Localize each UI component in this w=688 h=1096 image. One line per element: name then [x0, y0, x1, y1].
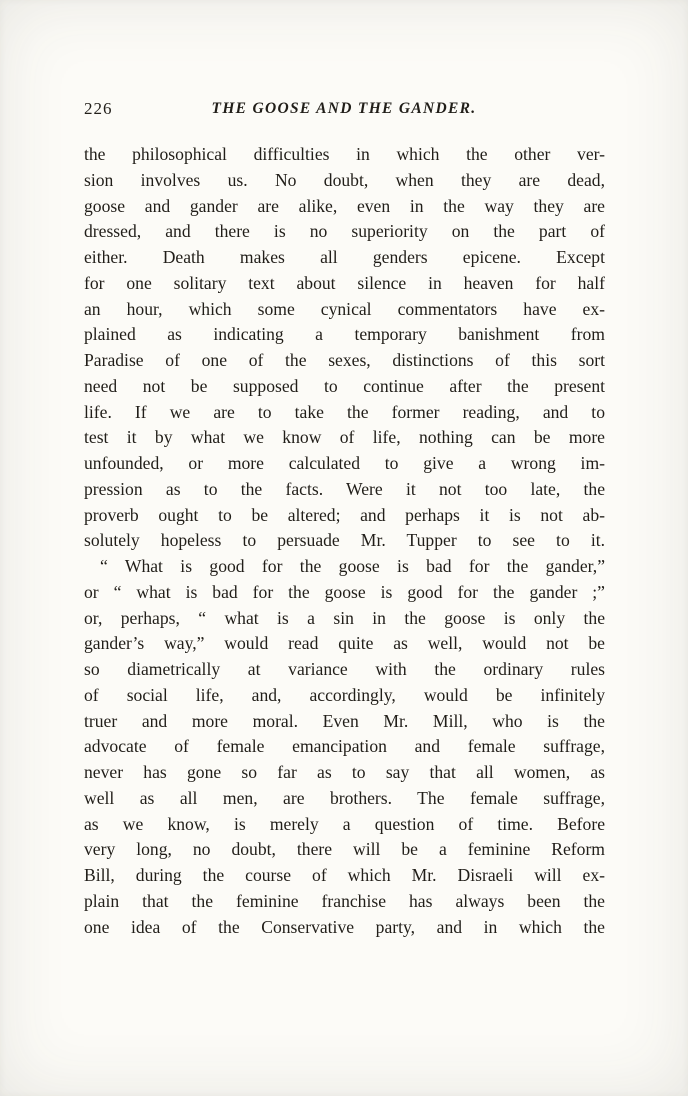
body-line: very long, no doubt, there will be a feminine Reform: [84, 839, 605, 860]
body-line: dressed, and there is no superiority on the part of: [84, 221, 605, 242]
body-line: of social life, and, accordingly, would be infinitely: [84, 684, 605, 705]
body-line: never has gone so far as to say that all women, as: [84, 762, 605, 782]
body-line: so diametrically at variance with the ordinary rules: [84, 659, 605, 679]
body-line: or, perhaps, “ what is a sin in the goose is only the: [84, 607, 605, 628]
running-head-title: THE GOOSE AND THE GANDER.: [211, 100, 477, 117]
body-line: need not be supposed to continue after the present: [84, 375, 605, 396]
body-line: one idea of the Conservative party, and in which the: [84, 916, 605, 937]
body-line: an hour, which some cynical commentators have ex-: [84, 298, 605, 319]
body-line: or “ what is bad for the goose is good for the gander ;”: [84, 581, 605, 602]
body-line: solutely hopeless to persuade Mr. Tupper to see to it.: [84, 530, 605, 551]
body-line: advocate of female emancipation and female suffrage,: [84, 736, 605, 757]
body-line: as we know, is merely a question of time. Before: [84, 813, 605, 834]
body-line: for one solitary text about silence in heaven for half: [84, 272, 605, 293]
body-line: either. Death makes all genders epicene. Except: [84, 247, 605, 267]
body-line: pression as to the facts. Were it not too late, the: [84, 478, 605, 499]
body-line: plained as indicating a temporary banishment from: [84, 324, 605, 345]
body-line: the philosophical difficulties in which the other ver-: [84, 144, 605, 164]
body-line: Paradise of one of the sexes, distinctions of this sort: [84, 350, 605, 370]
body-line: Bill, during the course of which Mr. Disraeli will ex-: [84, 865, 605, 885]
body-line-paragraph-start: “ What is good for the goose is bad for the gander,”: [100, 556, 605, 576]
body-line: sion involves us. No doubt, when they are dead,: [84, 169, 605, 190]
body-line: goose and gander are alike, even in the way they are: [84, 195, 605, 216]
page-number: 226: [84, 99, 113, 118]
body-line: well as all men, are brothers. The female suffrage,: [84, 787, 605, 808]
body-line: gander’s way,” would read quite as well, would not be: [84, 633, 605, 654]
body-line: truer and more moral. Even Mr. Mill, who is the: [84, 710, 605, 731]
body-line: life. If we are to take the former reading, and to: [84, 401, 605, 422]
page-header: [84, 98, 604, 122]
body-line: unfounded, or more calculated to give a wrong im-: [84, 453, 605, 473]
body-line: test it by what we know of life, nothing can be more: [84, 427, 605, 448]
body-text: [84, 142, 605, 940]
body-line: plain that the feminine franchise has always been the: [84, 890, 605, 911]
body-line: proverb ought to be altered; and perhaps it is not ab-: [84, 504, 605, 525]
